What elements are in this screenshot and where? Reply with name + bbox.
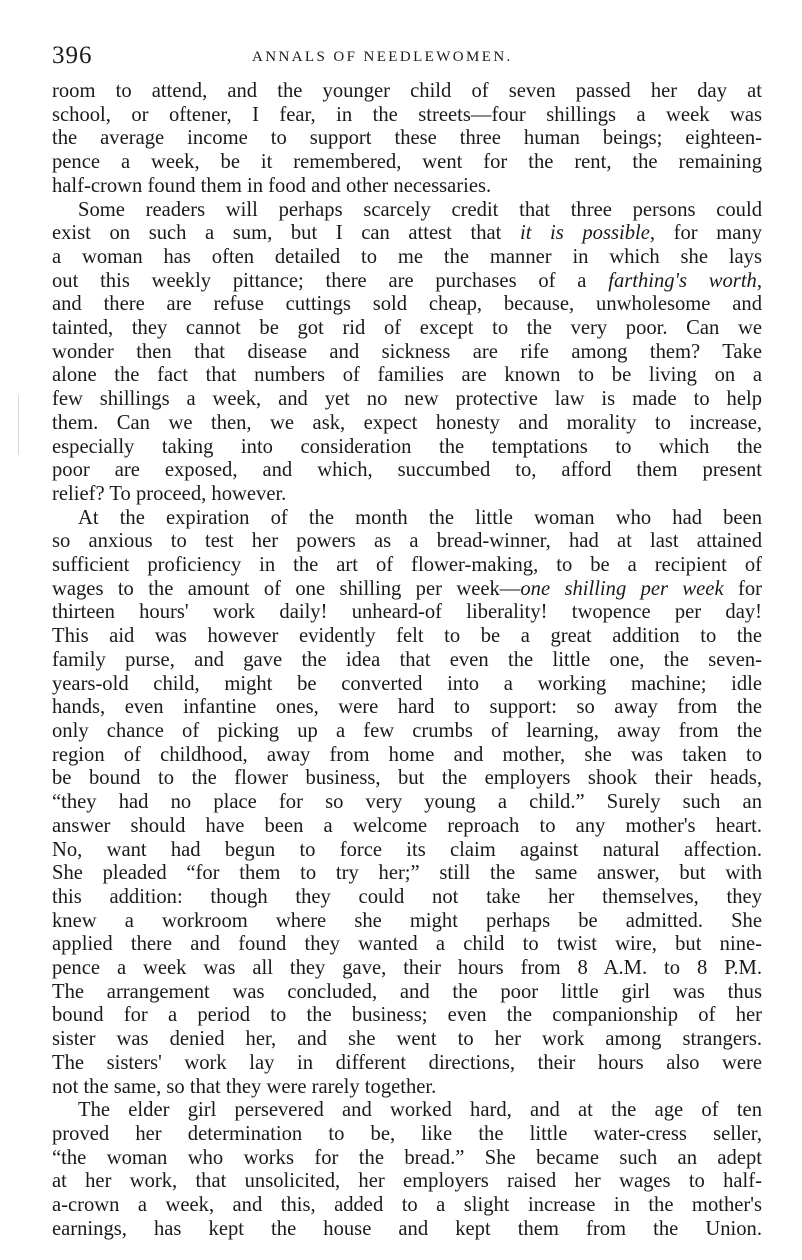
text-line: and there are refuse cuttings sold cheap, because, unwholesome and [52, 293, 762, 316]
text-line: applied there and found they wanted a child to twist wire, but nine- [52, 933, 762, 956]
text-line: Some readers will perhaps scarcely credit that three persons could [78, 198, 762, 221]
text-line: wonder then that disease and sickness are rife among them? Take [52, 340, 762, 363]
italic-phrase: farthing's worth [608, 269, 757, 292]
text-line: poor are exposed, and which, succumbed to, afford them present [52, 459, 762, 482]
text-line: years-old child, might be converted into a working machine; idle [52, 672, 762, 695]
paragraph-3 [52, 507, 762, 1100]
paragraph-4 [52, 1099, 762, 1241]
text-line: pence a week was all they gave, their hours from 8 A.M. to 8 P.M. [52, 957, 762, 980]
text-line: hands, even infantine ones, were hard to support: so away from the [52, 696, 762, 719]
page-number: 396 [52, 42, 93, 69]
text-line: No, want had begun to force its claim against natural affection. [52, 838, 762, 861]
text-line: proved her determination to be, like the little water-cress seller, [52, 1122, 762, 1145]
text-line: few shillings a week, and yet no new protective law is made to help [52, 388, 762, 411]
italic-phrase: it is possible [519, 222, 650, 245]
paragraph-2 [52, 199, 762, 507]
text-line: them. Can we then, we ask, expect honesty and morality to increase, [52, 411, 762, 434]
text-line: half-crown found them in food and other necessaries. [52, 174, 492, 197]
text-line: answer should have been a welcome reproach to any mother's heart. [52, 814, 762, 837]
text-line: thirteen hours' work daily! unheard-of liberality! twopence per day! [52, 601, 762, 624]
text-line: out this weekly pittance; there are purchases of a farthing's worth, [52, 269, 763, 292]
text-line: region of childhood, away from home and mother, she was taken to [52, 743, 762, 766]
text-line: not the same, so that they were rarely together. [52, 1075, 437, 1098]
text-line: “the woman who works for the bread.” She became such an adept [52, 1146, 762, 1169]
text-line: room to attend, and the younger child of seven passed her day at [52, 80, 762, 102]
text-line: this addition: though they could not take her themselves, they [52, 885, 762, 908]
text-line: sister was denied her, and she went to her work among strangers. [52, 1028, 762, 1051]
text-line: She pleaded “for them to try her;” still the same answer, but with [52, 862, 762, 885]
text-line: sufficient proficiency in the art of flower-making, to be a recipient of [52, 554, 762, 577]
text-line: The arrangement was concluded, and the poor little girl was thus [52, 980, 762, 1003]
text-line: pence a week, be it remembered, went for the rent, the remaining [52, 151, 762, 174]
body-text [52, 80, 762, 1241]
text-line: alone the fact that numbers of families are known to be living on a [52, 364, 762, 387]
text-line: only chance of picking up a few crumbs of learning, away from the [52, 719, 762, 742]
text-line: At the expiration of the month the little woman who had been [78, 506, 762, 529]
text-line: family purse, and gave the idea that even the little one, the seven- [52, 648, 762, 671]
text-line: bound for a period to the business; even the companionship of her [52, 1004, 762, 1027]
running-title: ANNALS OF NEEDLEWOMEN. [252, 49, 513, 65]
text-line: This aid was however evidently felt to be a great addition to the [52, 625, 762, 648]
text-line: the average income to support these three human beings; eighteen- [52, 127, 762, 150]
margin-mark [18, 395, 19, 455]
text-line: wages to the amount of one shilling per week—one shilling per week for [52, 577, 762, 600]
text-line: exist on such a sum, but I can attest that it is possible, for many [52, 222, 762, 245]
text-line: at her work, that unsolicited, her employers raised her wages to half- [52, 1170, 762, 1193]
text-line: earnings, has kept the house and kept them from the Union. [52, 1217, 762, 1240]
text-line: The sisters' work lay in different directions, their hours also were [52, 1051, 762, 1074]
paragraph-1 [52, 80, 762, 199]
text-line: especially taking into consideration the temptations to which the [52, 435, 762, 458]
text-line: be bound to the flower business, but the employers shook their heads, [52, 767, 762, 790]
text-line: knew a workroom where she might perhaps be admitted. She [52, 909, 762, 932]
text-line: a woman has often detailed to me the manner in which she lays [52, 245, 762, 268]
text-line: school, or oftener, I fear, in the streets—four shillings a week was [52, 103, 762, 126]
page-header [52, 42, 752, 72]
text-line: so anxious to test her powers as a bread-winner, had at last attained [52, 530, 762, 553]
text-line: The elder girl persevered and worked hard, and at the age of ten [78, 1099, 762, 1122]
text-line: tainted, they cannot be got rid of except to the very poor. Can we [52, 317, 762, 340]
italic-phrase: one shilling per week [520, 577, 724, 600]
text-line: relief? To proceed, however. [52, 482, 287, 505]
text-line: “they had no place for so very young a child.” Surely such an [52, 791, 762, 814]
text-line: a-crown a week, and this, added to a slight increase in the mother's [52, 1194, 762, 1217]
